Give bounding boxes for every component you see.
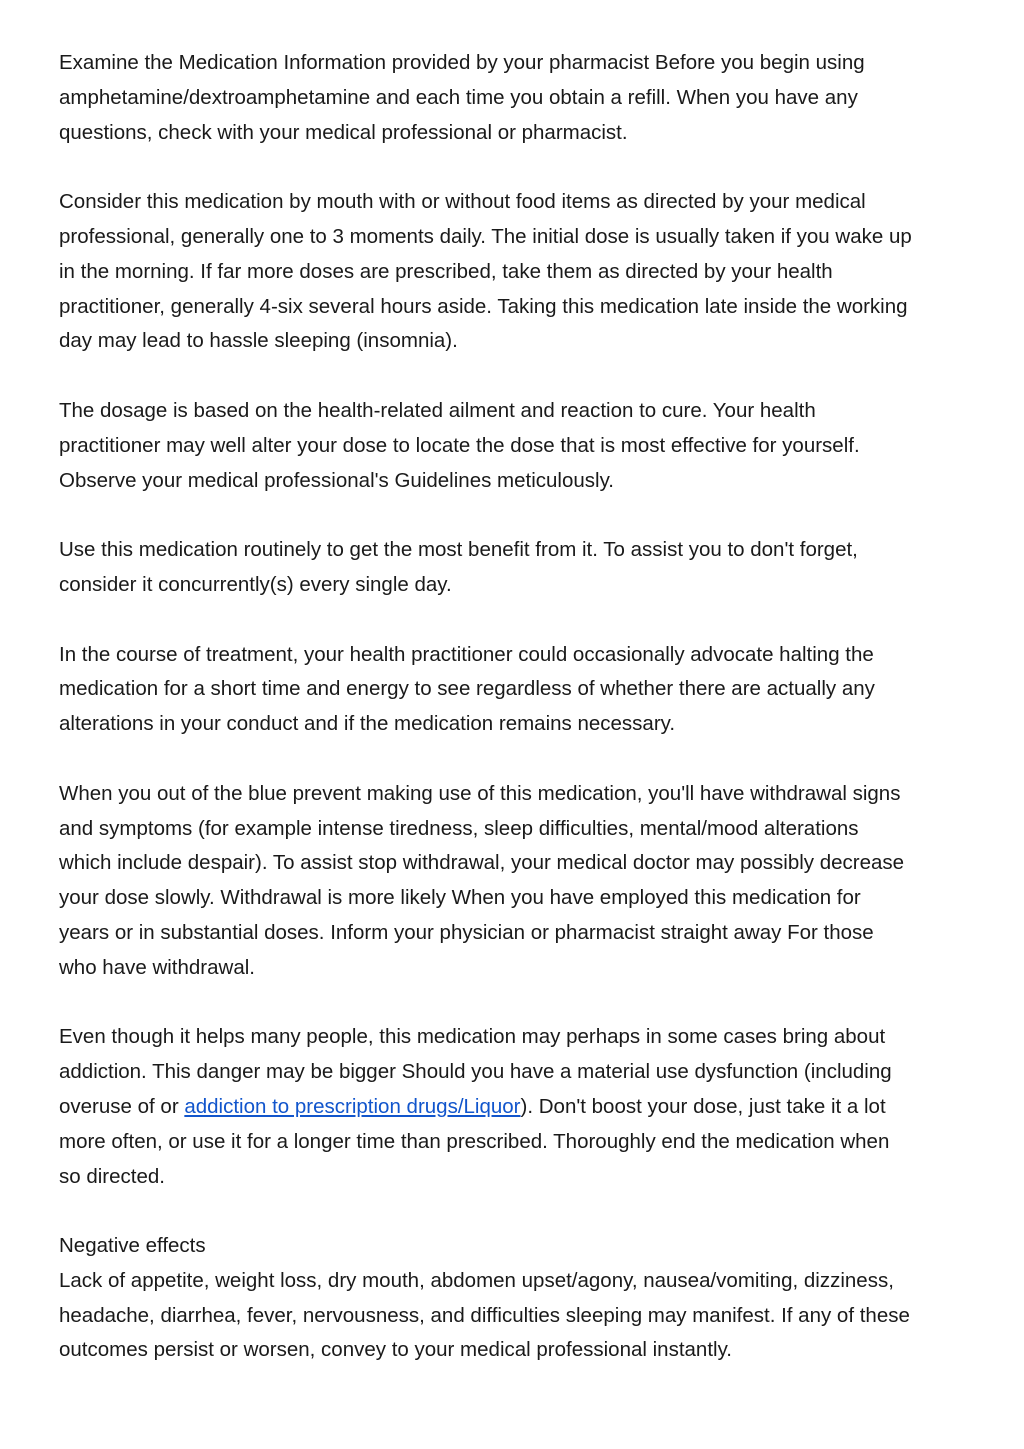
text-fragment: ). Don't boost your dose, just take it a lot	[520, 1094, 886, 1118]
text-line: Lack of appetite, weight loss, dry mouth, abdomen upset/agony, nausea/vomiting, dizziness,	[59, 1268, 894, 1292]
text-line: and symptoms (for example intense tiredness, sleep difficulties, mental/mood alterations	[59, 816, 859, 840]
text-line: so directed.	[59, 1164, 165, 1188]
text-line: Even though it helps many people, this medication may perhaps in some cases bring about	[59, 1025, 886, 1049]
text-line: Observe your medical professional's Guidelines meticulously.	[59, 468, 615, 492]
text-line: medication for a short time and energy to see regardless of whether there are actually any	[59, 677, 875, 701]
paragraph-treatment-pause	[59, 638, 979, 742]
text-line: professional, generally one to 3 moments daily. The initial dose is usually taken if you wake up	[59, 224, 912, 248]
paragraph-routine-use	[59, 533, 979, 603]
text-line: When you out of the blue prevent making use of this medication, you'll have withdrawal signs	[59, 781, 901, 805]
text-line: The dosage is based on the health-related ailment and reaction to cure. Your health	[59, 398, 816, 422]
text-line: more often, or use it for a longer time than prescribed. Thoroughly end the medication when	[59, 1129, 890, 1153]
text-line: amphetamine/dextroamphetamine and each time you obtain a refill. When you have any	[59, 85, 858, 109]
text-line: consider it concurrently(s) every single day.	[59, 572, 452, 596]
text-line: years or in substantial doses. Inform your physician or pharmacist straight away For those	[59, 920, 874, 944]
document-body	[59, 46, 979, 1368]
text-line: practitioner may well alter your dose to locate the dose that is most effective for yourself.	[59, 433, 860, 457]
text-line: Examine the Medication Information provided by your pharmacist Before you begin using	[59, 51, 865, 74]
paragraph-negative-effects	[59, 1229, 979, 1368]
paragraph-addiction	[59, 1020, 979, 1194]
paragraph-withdrawal	[59, 777, 979, 986]
text-line: in the morning. If far more doses are prescribed, take them as directed by your health	[59, 259, 833, 283]
addiction-link[interactable]: addiction to prescription drugs/Liquor	[184, 1094, 521, 1118]
text-line: outcomes persist or worsen, convey to your medical professional instantly.	[59, 1338, 733, 1362]
section-heading: Negative effects	[59, 1234, 206, 1258]
paragraph-how-to-take	[59, 185, 979, 359]
text-line	[59, 1090, 979, 1125]
text-line: Consider this medication by mouth with or without food items as directed by your medical	[59, 190, 866, 214]
text-line: alterations in your conduct and if the medication remains necessary.	[59, 712, 676, 736]
paragraph-medication-info	[59, 46, 979, 150]
text-line: which include despair). To assist stop withdrawal, your medical doctor may possibly decrease	[59, 851, 905, 875]
text-line: Use this medication routinely to get the most benefit from it. To assist you to don't forget,	[59, 538, 858, 562]
text-line: practitioner, generally 4-six several hours aside. Taking this medication late inside the working	[59, 294, 908, 318]
paragraph-dosage	[59, 394, 979, 498]
text-line: day may lead to hassle sleeping (insomnia).	[59, 329, 458, 353]
text-line: addiction. This danger may be bigger Should you have a material use dysfunction (including	[59, 1060, 892, 1084]
text-fragment: overuse of or	[59, 1094, 185, 1118]
text-line: In the course of treatment, your health practitioner could occasionally advocate halting the	[59, 642, 874, 666]
text-line: headache, diarrhea, fever, nervousness, and difficulties sleeping may manifest. If any of these	[59, 1303, 910, 1327]
text-line: your dose slowly. Withdrawal is more likely When you have employed this medication for	[59, 886, 861, 910]
text-line: questions, check with your medical professional or pharmacist.	[59, 120, 628, 144]
text-line: who have withdrawal.	[59, 955, 255, 979]
